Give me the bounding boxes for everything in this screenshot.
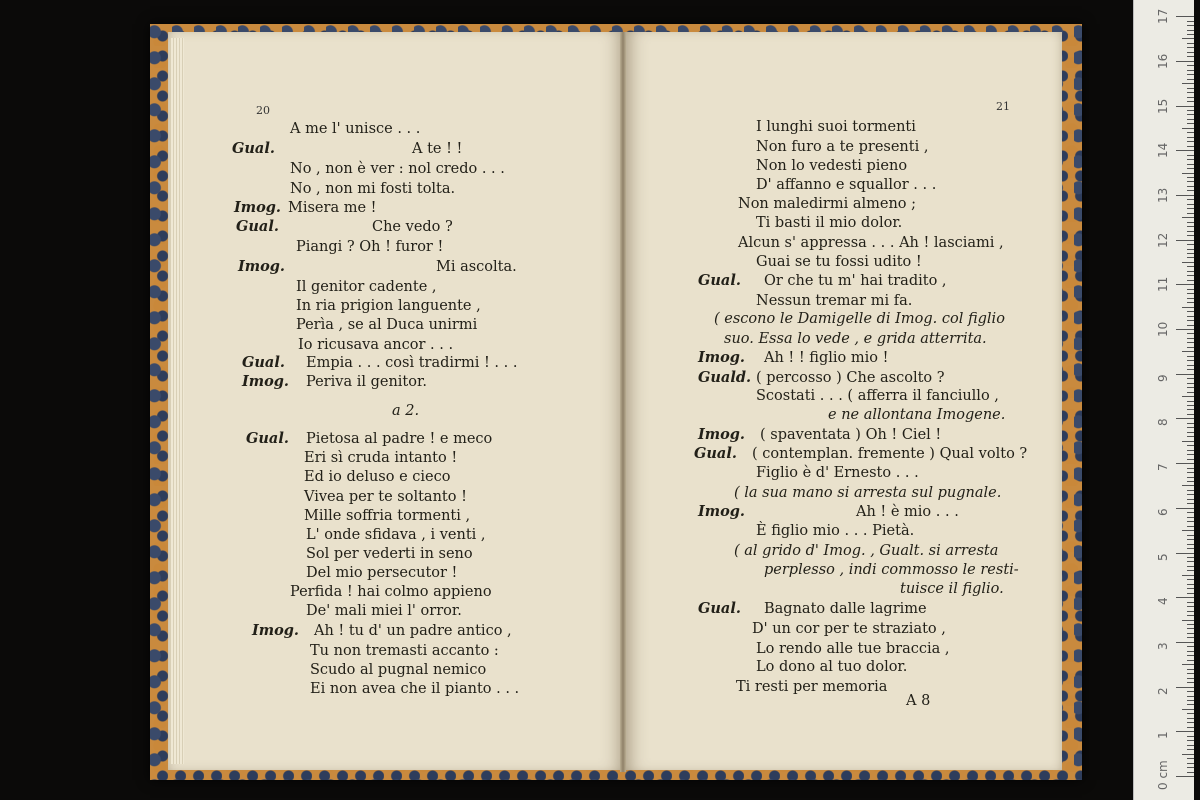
ruler-tick [1187, 141, 1194, 142]
ruler-tick [1187, 740, 1194, 741]
verse-line: Ah ! tu d' un padre antico , [314, 623, 512, 639]
ruler-tick [1187, 271, 1194, 272]
ruler-tick [1187, 526, 1194, 527]
ruler-tick [1187, 682, 1194, 683]
speaker-name: Imog. [698, 503, 745, 520]
ruler-tick [1176, 61, 1194, 62]
verse-line: Ti basti il mio dolor. [756, 215, 903, 231]
ruler-tick [1187, 369, 1194, 370]
ruler-tick [1187, 43, 1194, 44]
ruler-tick [1176, 106, 1194, 107]
ruler-tick [1187, 615, 1194, 616]
ruler-tick [1187, 186, 1194, 187]
ruler-tick [1176, 195, 1194, 196]
ruler-tick [1187, 190, 1194, 191]
right-page-number: 21 [996, 100, 1010, 113]
verse-line: Nessun tremar mi fa. [756, 293, 913, 309]
page-edges [170, 38, 184, 764]
verse-line: Figlio è d' Ernesto . . . [756, 465, 919, 481]
speaker-name: Imog. [234, 199, 281, 216]
verse-line: Ei non avea che il pianto . . . [310, 681, 520, 697]
verse-line: De' mali miei l' orror. [306, 603, 462, 619]
verse-line: Lo rendo alle tue braccia , [756, 641, 950, 657]
ruler-tick [1182, 620, 1194, 621]
ruler-tick [1187, 387, 1194, 388]
ruler-tick [1187, 231, 1194, 232]
ruler-tick [1187, 244, 1194, 245]
ruler-tick [1187, 155, 1194, 156]
verse-line: Vivea per te soltanto ! [304, 489, 467, 505]
ruler-number: 13 [1156, 187, 1170, 203]
signature-mark: A 8 [906, 693, 931, 709]
ruler-tick [1187, 123, 1194, 124]
ruler-tick [1187, 749, 1194, 750]
ruler-tick [1176, 463, 1194, 464]
verse-line: Non lo vedesti pieno [756, 158, 908, 174]
ruler-tick [1187, 584, 1194, 585]
ruler-tick [1187, 204, 1194, 205]
ruler-tick [1182, 575, 1194, 576]
verse-line: L' onde sfidava , i venti , [306, 527, 486, 543]
ruler-tick [1187, 512, 1194, 513]
verse-line: Pietosa al padre ! e meco [306, 431, 493, 447]
ruler-tick [1187, 74, 1194, 75]
ruler-tick [1176, 553, 1194, 554]
verse-line: Ed io deluso e cieco [304, 469, 451, 485]
ruler-tick [1187, 718, 1194, 719]
ruler-number: 6 [1156, 508, 1170, 516]
ruler-tick [1187, 557, 1194, 558]
ruler-tick [1182, 83, 1194, 84]
ruler-tick [1187, 378, 1194, 379]
ruler-tick [1187, 490, 1194, 491]
ruler-tick [1187, 678, 1194, 679]
ruler-tick [1187, 25, 1194, 26]
ruler-tick [1187, 481, 1194, 482]
verse-line: Il genitor cadente , [296, 279, 437, 295]
ruler-tick [1176, 284, 1194, 285]
ruler-tick [1187, 611, 1194, 612]
ruler-tick [1182, 217, 1194, 218]
ruler-number: 11 [1156, 277, 1170, 293]
ruler-tick [1176, 776, 1194, 777]
ruler-tick [1187, 56, 1194, 57]
ruler-tick [1187, 342, 1194, 343]
ruler-tick [1176, 329, 1194, 330]
ruler-tick [1187, 275, 1194, 276]
ruler-tick [1187, 539, 1194, 540]
ruler-tick [1182, 307, 1194, 308]
ruler-number: 4 [1156, 597, 1170, 606]
ruler-tick [1187, 114, 1194, 115]
ruler-number: 12 [1156, 232, 1170, 248]
ruler-tick [1187, 459, 1194, 460]
stage-direction: perplesso , indi commosso le resti- [764, 562, 1019, 578]
ruler-number: 2 [1156, 686, 1170, 695]
ruler-tick [1187, 736, 1194, 737]
ruler-tick [1187, 436, 1194, 437]
ruler-tick [1187, 521, 1194, 522]
verse-line: Mi ascolta. [436, 259, 517, 275]
ruler-tick [1187, 199, 1194, 200]
stage-direction: suo. Essa lo vede , e grida atterrita. [724, 331, 987, 347]
stage-direction: ( la sua mano si arresta sul pugnale. [734, 485, 1002, 501]
verse-line: No , non mi fosti tolta. [290, 181, 456, 197]
ruler-tick [1187, 423, 1194, 424]
ruler-tick [1187, 588, 1194, 589]
ruler-tick [1187, 651, 1194, 652]
ruler-tick [1187, 450, 1194, 451]
ruler-number: 7 [1156, 463, 1170, 472]
ruler-number: 10 [1156, 321, 1170, 337]
verse-line: È figlio mio . . . Pietà. [756, 523, 915, 539]
ruler-tick [1187, 280, 1194, 281]
stage-direction: ( escono le Damigelle di Imog. col figlio [714, 311, 1005, 327]
ruler-number: 3 [1156, 642, 1170, 650]
verse-line: Or che tu m' hai tradito , [764, 273, 947, 289]
ruler-tick [1182, 709, 1194, 710]
verse-line: Sol per vederti in seno [306, 546, 473, 562]
verse-line: Bagnato dalle lagrime [764, 601, 927, 617]
speaker-name: Gual. [246, 430, 289, 447]
verse-line: Ti resti per memoria [736, 679, 888, 695]
ruler-tick [1187, 137, 1194, 138]
ruler-number: 14 [1156, 142, 1170, 159]
ruler-tick [1187, 503, 1194, 504]
book-gutter [620, 32, 626, 772]
ruler-tick [1187, 316, 1194, 317]
ruler-number: 8 [1156, 418, 1170, 427]
verse-line: A te ! ! [412, 141, 463, 157]
stage-direction: tuisce il figlio. [900, 581, 1004, 597]
ruler-tick [1187, 298, 1194, 299]
speaker-name: Imog. [238, 258, 285, 275]
verse-line: Ah ! ! figlio mio ! [764, 350, 889, 366]
stage-direction: ( al grido d' Imog. , Gualt. si arresta [734, 543, 999, 559]
ruler-tick [1187, 432, 1194, 433]
ruler-tick [1187, 660, 1194, 661]
ruler-tick [1187, 289, 1194, 290]
ruler-tick [1187, 79, 1194, 80]
ruler-tick [1187, 517, 1194, 518]
ruler-tick [1187, 392, 1194, 393]
ruler-tick [1187, 544, 1194, 545]
verse-line: Che vedo ? [372, 219, 453, 235]
ruler-tick [1187, 579, 1194, 580]
ruler-tick [1187, 445, 1194, 446]
ruler-tick [1176, 16, 1194, 17]
ruler-tick [1187, 101, 1194, 102]
speaker-name: Gual. [232, 140, 275, 157]
ruler-tick [1187, 47, 1194, 48]
verse-line: Piangi ? Oh ! furor ! [296, 239, 444, 255]
ruler-tick [1187, 401, 1194, 402]
verse-line: Io ricusava ancor . . . [298, 337, 454, 353]
ruler-tick [1187, 700, 1194, 701]
ruler-tick [1187, 235, 1194, 236]
speaker-name: Gual. [698, 600, 741, 617]
ruler-tick [1187, 356, 1194, 357]
section-heading: a 2. [392, 403, 420, 419]
verse-line: Del mio persecutor ! [306, 565, 458, 581]
verse-line: ( contemplan. fremente ) Qual volto ? [752, 446, 1028, 462]
ruler-tick [1187, 213, 1194, 214]
measuring-ruler [1133, 0, 1194, 800]
ruler-tick [1187, 208, 1194, 209]
ruler-tick [1187, 347, 1194, 348]
verse-line: Alcun s' appressa . . . Ah ! lasciami , [738, 235, 1004, 251]
ruler-tick [1187, 383, 1194, 384]
ruler-tick [1187, 646, 1194, 647]
speaker-name: Gual. [242, 354, 285, 371]
ruler-number: 5 [1156, 552, 1170, 561]
verse-line: No , non è ver : nol credo . . . [290, 161, 505, 177]
ruler-tick [1182, 38, 1194, 39]
ruler-tick [1187, 132, 1194, 133]
ruler-tick [1187, 673, 1194, 674]
ruler-number: 17 [1156, 8, 1170, 25]
ruler-number: 1 [1156, 731, 1170, 740]
ruler-tick [1187, 593, 1194, 594]
ruler-tick [1182, 485, 1194, 486]
left-page-number: 20 [256, 104, 270, 117]
stage-direction: e ne allontana Imogene. [828, 407, 1006, 423]
ruler-tick [1187, 311, 1194, 312]
ruler-tick [1187, 602, 1194, 603]
ruler-tick [1187, 763, 1194, 764]
ruler-tick [1187, 767, 1194, 768]
ruler-tick [1187, 365, 1194, 366]
verse-line: Guai se tu fossi udito ! [756, 254, 922, 270]
ruler-tick [1187, 119, 1194, 120]
ruler-tick [1187, 333, 1194, 334]
ruler-tick [1187, 266, 1194, 267]
ruler-tick [1187, 727, 1194, 728]
ruler-tick [1176, 374, 1194, 375]
ruler-tick [1176, 642, 1194, 643]
ruler-tick [1182, 173, 1194, 174]
ruler-tick [1187, 88, 1194, 89]
verse-line: Scudo al pugnal nemico [310, 662, 487, 678]
ruler-tick [1187, 164, 1194, 165]
ruler-tick [1187, 468, 1194, 469]
ruler-number: 15 [1156, 98, 1170, 114]
ruler-tick [1187, 226, 1194, 227]
ruler-tick [1182, 754, 1194, 755]
ruler-tick [1187, 454, 1194, 455]
ruler-tick [1187, 320, 1194, 321]
ruler-tick [1187, 499, 1194, 500]
ruler-tick [1187, 669, 1194, 670]
ruler-tick [1187, 696, 1194, 697]
ruler-tick [1176, 240, 1194, 241]
ruler-tick [1187, 70, 1194, 71]
ruler-tick [1187, 30, 1194, 31]
ruler-tick [1187, 168, 1194, 169]
ruler-tick [1187, 548, 1194, 549]
ruler-tick [1182, 664, 1194, 665]
verse-line: ( percosso ) Che ascolto ? [756, 370, 945, 386]
ruler-tick [1187, 472, 1194, 473]
ruler-tick [1187, 606, 1194, 607]
ruler-tick [1182, 396, 1194, 397]
ruler-number: 16 [1156, 53, 1170, 69]
ruler-number: 9 [1156, 374, 1170, 382]
verse-line: Non furo a te presenti , [756, 139, 929, 155]
ruler-tick [1187, 624, 1194, 625]
ruler-tick [1187, 159, 1194, 160]
verse-line: Eri sì cruda intanto ! [304, 450, 458, 466]
verse-line: I lunghi suoi tormenti [756, 119, 916, 135]
ruler-tick [1182, 128, 1194, 129]
ruler-tick [1187, 21, 1194, 22]
verse-line: D' un cor per te straziato , [752, 621, 946, 637]
ruler-tick [1187, 293, 1194, 294]
ruler-tick [1187, 655, 1194, 656]
ruler-tick [1187, 561, 1194, 562]
ruler-tick [1187, 704, 1194, 705]
ruler-tick [1187, 414, 1194, 415]
ruler-tick [1187, 494, 1194, 495]
ruler-tick [1187, 92, 1194, 93]
verse-line: Ah ! è mio . . . [856, 504, 959, 520]
verse-line: Tu non tremasti accanto : [310, 643, 499, 659]
ruler-tick [1187, 745, 1194, 746]
ruler-tick [1187, 338, 1194, 339]
verse-line: Periva il genitor. [306, 374, 427, 390]
ruler-tick [1176, 418, 1194, 419]
ruler-tick [1187, 253, 1194, 254]
verse-line: Misera me ! [288, 200, 377, 216]
ruler-tick [1187, 722, 1194, 723]
ruler-tick [1187, 181, 1194, 182]
verse-line: A me l' unisce . . . [290, 121, 421, 137]
ruler-tick [1187, 772, 1194, 773]
ruler-tick [1182, 351, 1194, 352]
ruler-tick [1187, 97, 1194, 98]
ruler-tick [1187, 146, 1194, 147]
speaker-name: Gual. [698, 272, 741, 289]
ruler-tick [1176, 150, 1194, 151]
ruler-tick [1176, 508, 1194, 509]
ruler-tick [1187, 628, 1194, 629]
verse-line: Lo dono al tuo dolor. [756, 659, 908, 675]
ruler-tick [1182, 262, 1194, 263]
ruler-unit-label: 0 cm [1156, 760, 1170, 790]
ruler-tick [1187, 758, 1194, 759]
verse-line: Perfida ! hai colmo appieno [290, 584, 492, 600]
ruler-tick [1187, 427, 1194, 428]
ruler-tick [1187, 566, 1194, 567]
verse-line: Non maledirmi almeno ; [738, 196, 917, 212]
ruler-tick [1187, 222, 1194, 223]
speaker-name: Gual. [236, 218, 279, 235]
ruler-tick [1187, 177, 1194, 178]
speaker-name: Imog. [252, 622, 299, 639]
speaker-name: Gual. [694, 445, 737, 462]
ruler-tick [1187, 325, 1194, 326]
ruler-tick [1187, 257, 1194, 258]
ruler-tick [1187, 302, 1194, 303]
ruler-tick [1187, 360, 1194, 361]
ruler-tick [1187, 535, 1194, 536]
ruler-tick [1187, 637, 1194, 638]
ruler-tick [1187, 65, 1194, 66]
speaker-name: Imog. [698, 426, 745, 443]
ruler-tick [1182, 441, 1194, 442]
ruler-tick [1187, 249, 1194, 250]
verse-line: ( spaventata ) Oh ! Ciel ! [760, 427, 942, 443]
ruler-tick [1176, 597, 1194, 598]
speaker-name: Guald. [698, 369, 752, 386]
ruler-tick [1187, 477, 1194, 478]
ruler-tick [1176, 687, 1194, 688]
ruler-tick [1187, 633, 1194, 634]
ruler-tick [1187, 405, 1194, 406]
ruler-tick [1187, 52, 1194, 53]
ruler-tick [1187, 570, 1194, 571]
verse-line: Mille soffria tormenti , [304, 508, 471, 524]
verse-line: D' affanno e squallor . . . [756, 177, 937, 193]
verse-line: Scostati . . . ( afferra il fanciullo , [756, 388, 999, 404]
ruler-tick [1176, 731, 1194, 732]
ruler-tick [1187, 713, 1194, 714]
ruler-tick [1182, 530, 1194, 531]
verse-line: In ria prigion languente , [296, 298, 481, 314]
verse-line: Empia . . . così tradirmi ! . . . [306, 355, 518, 371]
verse-line: Perìa , se al Duca unirmi [296, 317, 478, 333]
ruler-tick [1187, 34, 1194, 35]
ruler-tick [1187, 691, 1194, 692]
speaker-name: Imog. [242, 373, 289, 390]
speaker-name: Imog. [698, 349, 745, 366]
ruler-tick [1187, 409, 1194, 410]
ruler-tick [1187, 110, 1194, 111]
